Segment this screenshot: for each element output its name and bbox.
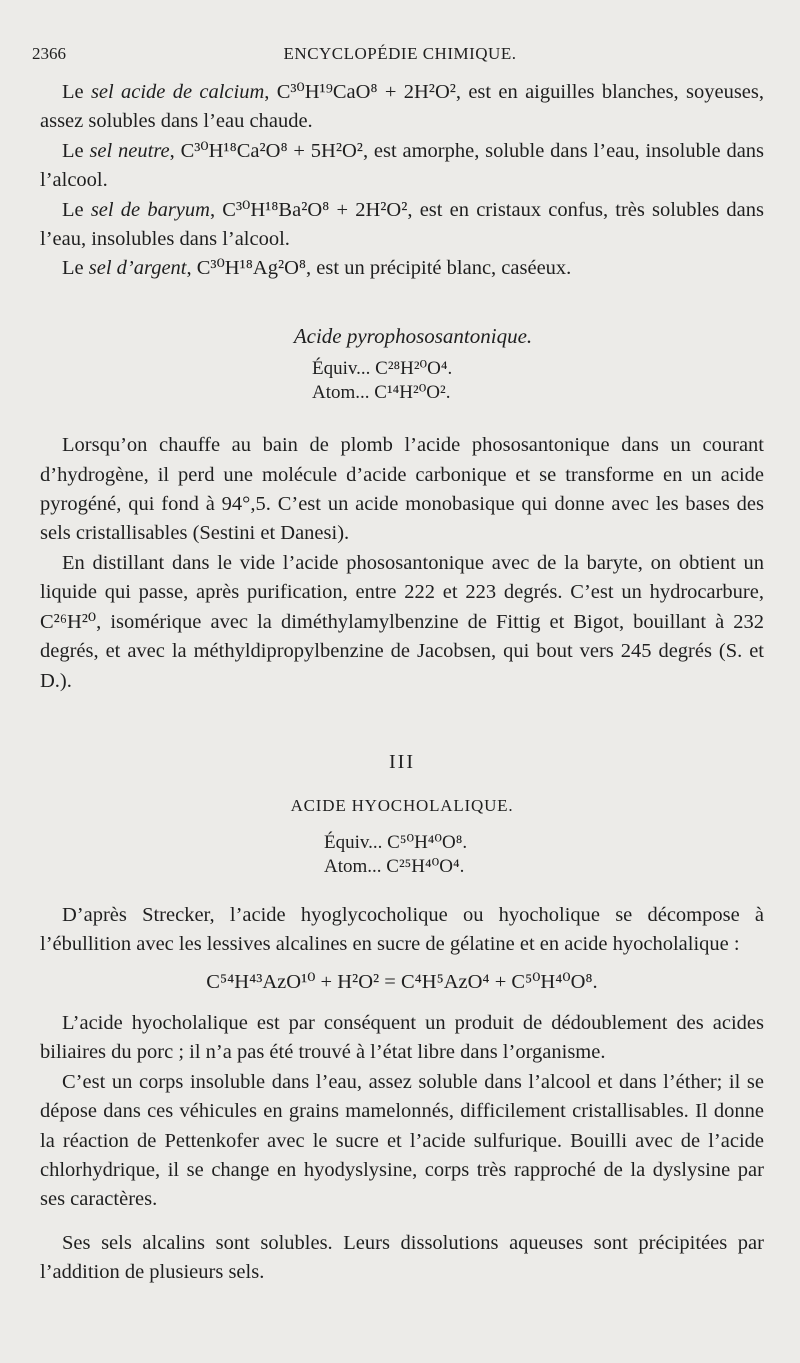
section-title-pyrophososantonique: Acide pyrophososantonique. <box>293 323 533 348</box>
atom-formula: Atom... C¹⁴H²⁰O². <box>312 382 451 404</box>
formula: C³⁰H¹⁸Ca²O⁸ + 5H²O² <box>180 139 363 162</box>
formula: C³⁰H¹⁹CaO⁸ + 2H²O² <box>276 81 456 103</box>
formula: C³⁰H¹⁸Ba²O⁸ + 2H²O² <box>222 198 408 221</box>
paragraph-pyro-1: Lorsqu’on chauffe au bain de plomb l’acide phososantonique dans un courant d’hydrogène, il perd une molécule d’acide carbonique et se transforme en un acide pyrogéné, qui fond à 94°,5. C’est un acide monobasique qui donne avec les bases des sels cristallisables (Sestini et Danesi). <box>40 434 764 545</box>
paragraph-neutral-salt: Le sel neutre, C³⁰H¹⁸Ca²O⁸ + 5H²O², est amorphe, soluble dans l’eau, insoluble dans l’alcool. <box>40 139 765 192</box>
equiv-formula: Équiv... C⁵⁰H⁴⁰O⁸. <box>324 831 468 853</box>
page-number: 2366 <box>32 44 66 63</box>
paragraph-hyo-1: D’après Strecker, l’acide hyoglycocholique ou hyocholique se décompose à l’ébullition avec les lessives alcalines en sucre de gélatine et en acide hyocholalique : <box>40 903 764 956</box>
page-header <box>32 44 768 68</box>
paragraph-pyro-2: En distillant dans le vide l’acide phososantonique avec de la baryte, on obtient un liquide qui passe, après purification, entre 222 et 223 degrés. C’est un hydrocarbure, C²⁶H²⁰, isomérique avec la diméthylamylbenzine de Fittig et Bigot, bouillant à 232 degrés, et avec la méthyldipropylbenzine de Jacobsen, qui bout vers 245 degrés (S. et D.). <box>40 551 764 692</box>
salt-name: sel acide de calcium <box>90 81 265 103</box>
paragraph-calcium-salt: Le sel acide de calcium, C³⁰H¹⁹CaO⁸ + 2H²O², est en aiguilles blanches, soyeuses, assez solubles dans l’eau chaude. <box>40 81 764 133</box>
atom-formula: Atom... C²⁵H⁴⁰O⁴. <box>324 855 465 877</box>
paragraph-barium-salt: Le sel de baryum, C³⁰H¹⁸Ba²O⁸ + 2H²O², est en cristaux confus, très solubles dans l’eau, insolubles dans l’alcool. <box>40 198 765 251</box>
page-body <box>40 78 764 1288</box>
salt-name: sel neutre <box>89 139 170 162</box>
paragraph-silver-salt: Le sel d’argent, C³⁰H¹⁸Ag²O⁸, est un précipité blanc, caséeux. <box>62 257 572 280</box>
paragraph-hyo-2: L’acide hyocholalique est par conséquent un produit de dédoublement des acides biliaires du porc ; il n’a pas été trouvé à l’état libre dans l’organisme. <box>40 1011 764 1064</box>
formula: C³⁰H¹⁸Ag²O⁸ <box>196 257 307 280</box>
equiv-formula: Équiv... C²⁸H²⁰O⁴. <box>312 358 453 380</box>
reaction-equation: C⁵⁴H⁴³AzO¹⁰ + H²O² = C⁴H⁵AzO⁴ + C⁵⁰H⁴⁰O⁸. <box>206 970 598 993</box>
section-numeral: III <box>389 750 415 773</box>
salt-name: sel d’argent <box>88 257 187 280</box>
paragraph-hyo-3: C’est un corps insoluble dans l’eau, assez soluble dans l’alcool et dans l’éther; il se dépose dans ces véhicules en grains mamelonnés, difficilement cristallisables. Il donne la réaction de Pettenkofer avec le sucre et l’acide sulfurique. Bouilli avec de l’acide chlorhydrique, il se change en hyodyslysine, corps très rapproché de la dyslysine par ses caractères. <box>40 1070 764 1211</box>
section-title-hyocholalique: ACIDE HYOCHOLALIQUE. <box>290 796 514 816</box>
running-title: ENCYCLOPÉDIE CHIMIQUE. <box>283 44 517 63</box>
paragraph-hyo-4: Ses sels alcalins sont solubles. Leurs dissolutions aqueuses sont précipitées par l’addition de plusieurs sels. <box>40 1231 764 1284</box>
salt-name: sel de baryum <box>90 198 210 221</box>
